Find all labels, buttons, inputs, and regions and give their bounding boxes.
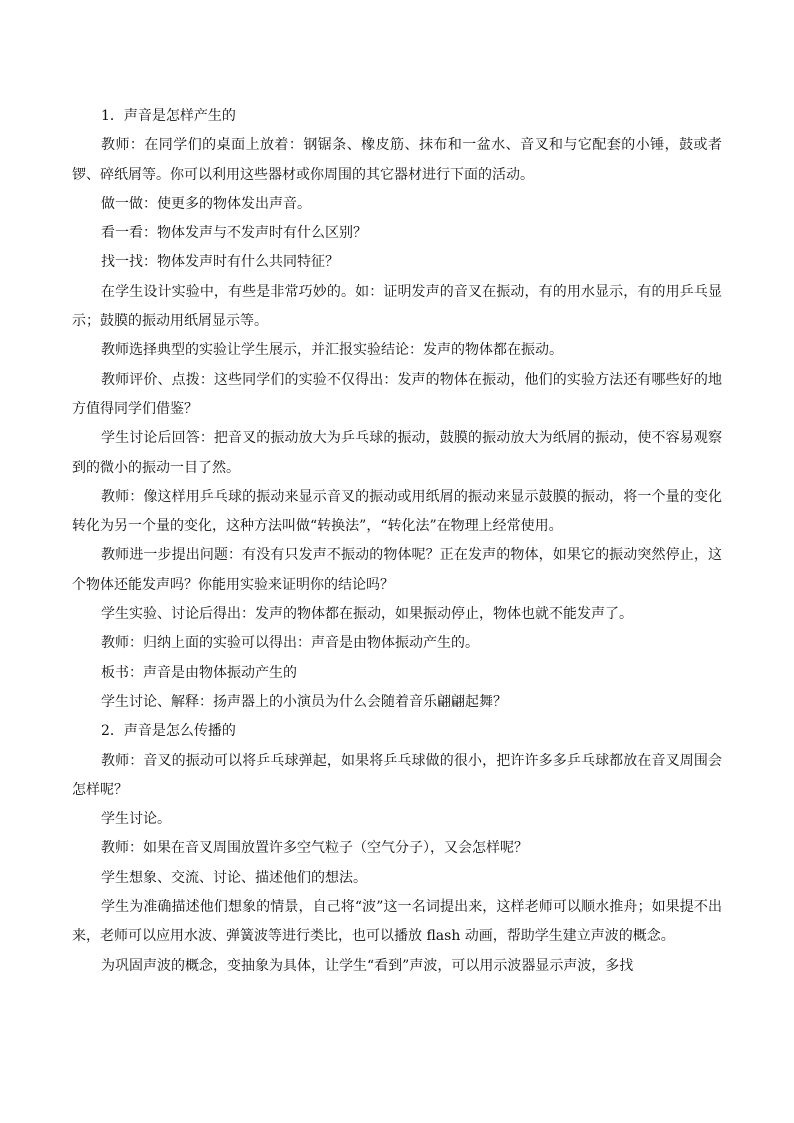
document-body bbox=[72, 102, 722, 981]
body-paragraph: 教师：在同学们的桌面上放着：钢锯条、橡皮筋、抹布和一盆水、音叉和与它配套的小锤，鼓或者锣、碎纸屑等。你可以利用这些器材或你周围的其它器材进行下面的活动。 bbox=[72, 137, 722, 183]
body-paragraph: 教师：如果在音叉周围放置许多空气粒子（空气分子），又会怎样呢？ bbox=[101, 840, 528, 857]
body-paragraph: 教师选择典型的实验让学生展示，并汇报实验结论：发声的物体都在振动。 bbox=[101, 342, 563, 359]
body-paragraph: 教师进一步提出问题：有没有只发声不振动的物体呢？正在发声的物体，如果它的振动突然停止，这个物体还能发声吗？你能用实验来证明你的结论吗？ bbox=[72, 547, 722, 593]
body-paragraph: 学生讨论、解释：扬声器上的小演员为什么会随着音乐翩翩起舞？ bbox=[101, 693, 507, 710]
body-paragraph: 教师评价、点拨：这些同学们的实验不仅得出：发声的物体在振动，他们的实验方法还有哪些好的地方值得同学们借鉴？ bbox=[72, 371, 722, 417]
body-paragraph: 为巩固声波的概念，变抽象为具体，让学生“看到”声波，可以用示波器显示声波，多找 bbox=[101, 957, 634, 974]
body-paragraph: 教师：音叉的振动可以将乒乓球弹起，如果将乒乓球做的很小，把许许多多乒乓球都放在音叉周围会怎样呢？ bbox=[72, 752, 722, 798]
body-paragraph: 学生为准确描述他们想象的情景，自己将“波”这一名词提出来，这样老师可以顺水推舟；如果提不出来，老师可以应用水波、弹簧波等进行类比，也可以播放 flash 动画，帮助学生建立声波的概念。 bbox=[72, 899, 722, 945]
body-paragraph: 做一做：使更多的物体发出声音。 bbox=[101, 195, 311, 212]
body-paragraph: 教师：归纳上面的实验可以得出：声音是由物体振动产生的。 bbox=[101, 635, 479, 652]
body-paragraph: 学生实验、讨论后得出：发声的物体都在振动，如果振动停止，物体也就不能发声了。 bbox=[101, 606, 633, 623]
body-paragraph: 找一找：物体发声时有什么共同特征？ bbox=[101, 254, 339, 271]
section-heading: 2．声音是怎么传播的 bbox=[101, 723, 236, 740]
body-paragraph: 教师：像这样用乒乓球的振动来显示音叉的振动或用纸屑的振动来显示鼓膜的振动，将一个量的变化转化为另一个量的变化，这种方法叫做“转换法”，“转化法”在物理上经常使用。 bbox=[72, 488, 722, 535]
body-paragraph: 在学生设计实验中，有些是非常巧妙的。如：证明发声的音叉在振动，有的用水显示，有的用乒乓显示；鼓膜的振动用纸屑显示等。 bbox=[72, 283, 722, 330]
body-paragraph: 学生讨论后回答：把音叉的振动放大为乒乓球的振动，鼓膜的振动放大为纸屑的振动，使不容易观察到的微小的振动一目了然。 bbox=[72, 430, 722, 476]
body-paragraph: 看一看：物体发声与不发声时有什么区别？ bbox=[101, 225, 367, 242]
body-paragraph: 学生讨论。 bbox=[101, 811, 171, 828]
body-paragraph: 学生想象、交流、讨论、描述他们的想法。 bbox=[101, 869, 367, 886]
section-heading: 1．声音是怎样产生的 bbox=[101, 108, 236, 124]
board-note: 板书：声音是由物体振动产生的 bbox=[101, 664, 297, 681]
